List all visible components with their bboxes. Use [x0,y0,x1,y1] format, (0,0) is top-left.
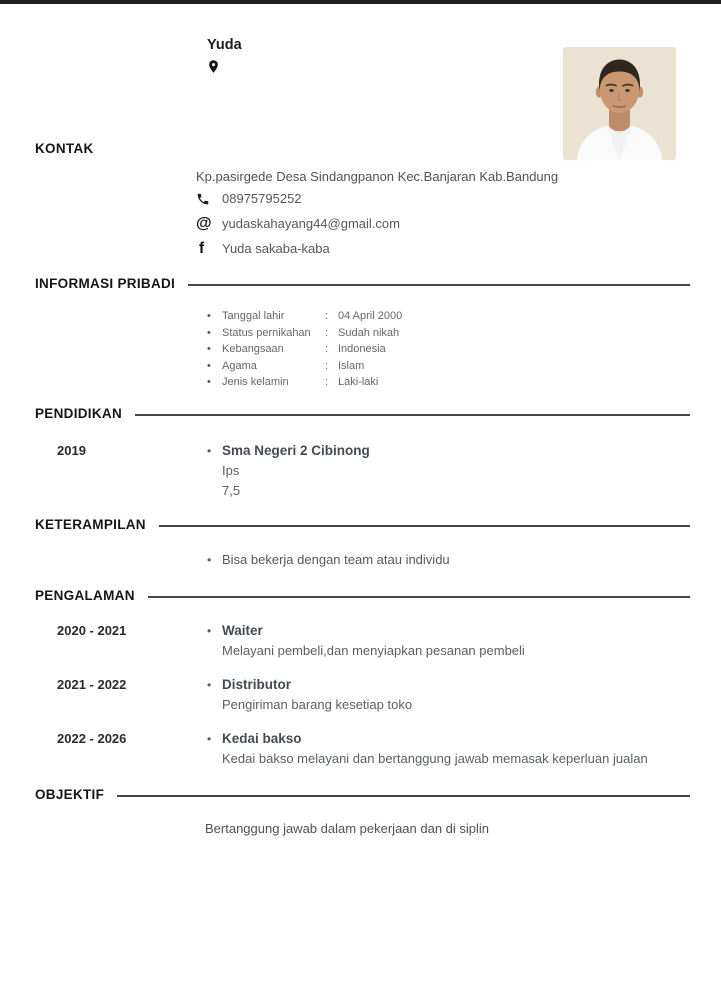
section-divider-line [135,414,690,416]
info-label: Status pernikahan [222,326,311,339]
info-value: Sudah nikah [338,326,400,339]
info-separator: : [325,310,329,322]
skill-text: Bisa bekerja dengan team atau individu [222,551,450,567]
phone-number: 08975795252 [222,191,302,206]
bullet-icon: • [207,359,211,372]
list-item [207,358,690,375]
objective-heading: OBJEKTIF [35,786,105,802]
info-separator: : [325,326,329,339]
education-entry [35,441,690,501]
education-section [35,406,690,501]
bullet-icon: • [207,343,211,355]
list-item [207,325,690,342]
info-separator: : [325,359,329,372]
bullet-icon: • [207,443,212,458]
education-period: 2019 [57,442,86,458]
skills-heading: KETERAMPILAN [35,516,146,532]
section-divider-line [159,525,690,527]
education-details [196,441,690,501]
bullet-icon: • [207,623,212,638]
education-title: Sma Negeri 2 Cibinong [222,442,370,458]
experience-title: Waiter [222,622,263,638]
list-item [207,341,690,358]
portrait-illustration [563,47,676,160]
experience-title: Kedai bakso [222,730,302,746]
email-text: yudaskahayang44@gmail.com [222,216,400,231]
list-item [207,374,690,391]
bullet-icon: • [207,376,211,388]
bullet-icon: • [207,326,211,339]
facebook-text: Yuda sakaba-kaba [222,241,330,256]
info-label: Kebangsaan [222,343,284,355]
objective-section [35,787,690,838]
person-name: Yuda [207,37,242,53]
info-label: Jenis kelamin [222,376,289,388]
education-heading: PENDIDIKAN [35,405,123,421]
experience-period: 2020 - 2021 [57,622,127,638]
skills-header [35,517,690,533]
info-separator: : [325,343,329,355]
personal-info-heading: INFORMASI PRIBADI [35,276,176,291]
at-sign-icon: @ [196,214,212,232]
experience-period: 2022 - 2026 [57,730,127,746]
address-text: Kp.pasirgede Desa Sindangpanon Kec.Banjaran Kab.Bandung [196,169,559,184]
objective-header [35,787,690,803]
experience-description: Melayani pembeli,dan menyiapkan pesanan pembeli [222,642,525,658]
bullet-icon: • [207,310,211,322]
experience-header [35,588,690,604]
education-grade: 7,5 [222,482,241,498]
experience-description: Pengiriman barang kesetiap toko [222,696,413,712]
section-divider-line [188,284,690,286]
personal-info-section [35,276,690,391]
profile-photo [563,47,676,160]
info-label: Tanggal lahir [222,310,285,322]
personal-info-header [35,276,690,292]
list-item [207,308,690,325]
experience-period: 2021 - 2022 [57,676,127,692]
section-divider-line [117,795,690,797]
info-separator: : [325,376,329,388]
contact-heading: KONTAK [35,140,94,156]
contact-section-header [35,36,196,261]
phone-row [196,186,690,211]
experience-details [196,675,690,715]
info-value: Indonesia [338,343,386,355]
bullet-icon: • [207,677,212,692]
education-major: Ips [222,462,240,478]
experience-entry [35,675,690,715]
facebook-row [196,236,690,261]
experience-details [196,621,690,661]
bullet-icon: • [207,552,212,567]
info-label: Agama [222,359,257,372]
info-value: 04 April 2000 [338,310,403,322]
experience-section [35,588,690,769]
experience-description: Kedai bakso melayani dan bertanggung jawab memasak keperluan jualan [222,750,648,766]
experience-title: Distributor [222,676,291,692]
experience-entry [35,621,690,661]
bullet-icon: • [207,731,212,746]
info-value: Islam [338,359,365,372]
objective-text: Bertanggung jawab dalam pekerjaan dan di siplin [205,820,490,836]
personal-info-list [196,308,690,391]
section-divider-line [148,596,690,598]
skills-section [35,517,690,569]
education-header [35,406,690,422]
email-row [196,211,690,236]
phone-icon [196,192,222,206]
experience-entry [35,729,690,769]
facebook-icon: f [199,239,205,257]
skill-item [196,551,690,569]
experience-details [196,729,690,769]
experience-heading: PENGALAMAN [35,587,135,603]
info-value: Laki-laki [338,376,379,388]
